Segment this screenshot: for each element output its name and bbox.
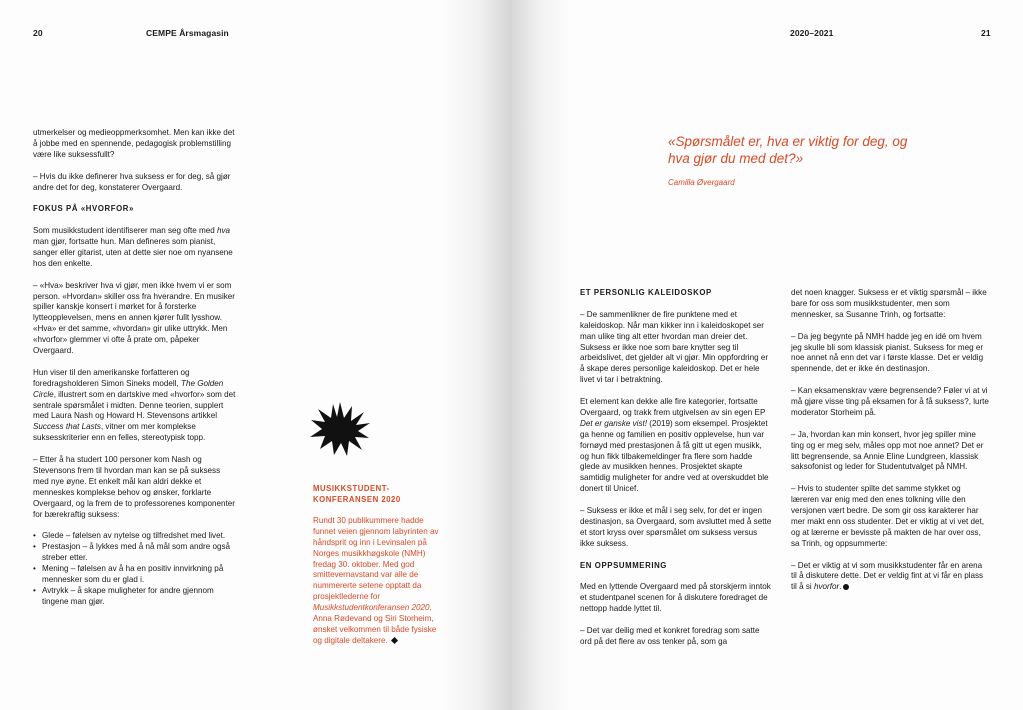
- diamond-end-icon: [391, 637, 398, 644]
- list-item: • Mening – følelsen av å ha en positiv innvirkning på mennesker som du er glad i.: [33, 564, 238, 586]
- magazine-title: CEMPE Årsmagasin: [146, 28, 229, 38]
- section-heading: EN OPPSUMMERING: [580, 560, 667, 570]
- paragraph: – Det var deilig med et konkret foredrag som satte ord på det flere av oss tenker på, som ga: [580, 626, 760, 646]
- gutter-shadow-left: [441, 0, 511, 710]
- section-heading: ET PERSONLIG KALEIDOSKOP: [580, 288, 712, 297]
- paragraph: – Etter å ha studert 100 personer kom Nash og Stevensons frem til hvordan man kan se på suksess med nye øyne. Et enkelt mål kan aldri dekke et menneskes komplekse behov og ønsker, forklarte Overgaard, og la frem de to professorenes komponenter for bærekraftig suksess:: [33, 455, 236, 519]
- left-article-column: [33, 128, 238, 619]
- year-label: 2020–2021: [790, 28, 834, 38]
- paragraph: – Det er viktig at vi som musikkstudenter får en arena til å diskutere dette. Det er veldig fint at vi får en plass til å si hvorfor.: [791, 560, 984, 592]
- list-item: • Prestasjon – å lykkes med å nå mål som andre også streber etter.: [33, 542, 238, 564]
- sidebar-text: Rundt 30 publikummere hadde funnet veien gjennom labyrinten av håndsprit og inn i Levinsalen på Norges musikkhøgskole (NMH) fredag 30. oktober. Med god smittevernavstand var alle de nummererte setene opptatt da prosjektlederne for Musikkstudentkonferansen 2020, Anna Rødevand og Siri Storheim, ønsket velkommen til både fysiske og digitale deltakere.: [313, 515, 439, 645]
- paragraph: – Da jeg begynte på NMH hadde jeg en idé om hvem jeg skulle bli som klassisk pianist. Suksess for meg er noe annet nå enn det var i første klasse. Det er veldig spennende, det er ikke én destinasjon.: [791, 331, 984, 374]
- paragraph: – Hvis to studenter spilte det samme stykket og læreren var enig med den enes tolkning ville den versjonen vært bedre. De som gir oss karakterer har mer makt enn oss studenter. Det er viktig at vi vet det, og at lærerne er bevisste på makten de har over oss, sa Trinh, og oppsummerte:: [791, 484, 984, 548]
- section-heading: FOKUS PÅ «HVORFOR»: [33, 204, 134, 214]
- paragraph: – Suksess er ikke et mål i seg selv, for det er ingen destinasjon, sa Overgaard, som avsluttet med å sette et stort kryss over spørsmålet om suksess versus ikke suksess.: [580, 506, 772, 548]
- paragraph: Med en lyttende Overgaard med på storskjerm inntok et studentpanel scenen for å diskutere foredraget de nettopp hadde lyttet til.: [580, 582, 771, 614]
- right-page-number: 21: [981, 28, 991, 38]
- paragraph: Et element kan dekke alle fire kategorier, fortsatte Overgaard, og trakk frem utgivelsen av sin egen EP Det er ganske vist! (2019) som eksempel. Prosjektet ga henne og familien en positiv opplevelse, hun var fornøyd med prestasjonen å få gitt ut egen musikk, og hun fikk tilbakemeldinger fra flere som hadde glede av musikken hennes. Prosjektet skapte samtidig muligheter for andre ved at overskuddet ble donert til Unicef.: [580, 397, 769, 494]
- paragraph: – «Hva» beskriver hva vi gjør, men ikke hvem vi er som person. «Hvordan» skiller oss fra hverandre. En musiker spiller kanskje konsert i mørket for å forsterke lytteopplevelsen, mens en annen kjører fullt lysshow. «Hva» er det samme, «hvordan» gir ulike uttrykk. Men «hvorfor» glemmer vi ofte å prate om, påpeker Overgaard.: [33, 280, 235, 356]
- left-page-number: 20: [33, 28, 43, 38]
- paragraph: – Hvis du ikke definerer hva suksess er for deg, så gjør andre det for deg, konstaterer Overgaard.: [33, 171, 231, 192]
- right-article-column: [791, 288, 989, 604]
- conference-sidebar: [313, 483, 445, 658]
- paragraph: – Ja, hvordan kan min konsert, hvor jeg spiller mine ting og er meg selv, måles opp mot noe annet? Det er litt begrensende, sa Annie Eline Lundgreen, klassisk saksofonist og leder for Studentutvalget på NMH.: [791, 429, 984, 472]
- paragraph: Hun viser til den amerikanske forfatteren og foredragsholderen Simon Sineks modell, The Golden Circle, illustrert som en dartskive med «hvorfor» som det sentrale spørsmålet i midten. Denne teorien, supplert med Laura Nash og Howard H. Stevensons artikkel Success that Lasts, vitner om mer komplekse suksesskriterier enn en felles, stereotypisk topp.: [33, 367, 236, 443]
- quote-attribution: Camilla Øvergaard: [668, 178, 735, 187]
- pull-quote: «Spørsmålet er, hva er viktig for deg, og hva gjør du med det?»: [668, 134, 908, 166]
- list-item: • Glede – følelsen av nytelse og tilfredshet med livet.: [33, 531, 238, 542]
- end-of-article-icon: [843, 584, 849, 590]
- middle-article-column: [580, 288, 772, 659]
- list-item: • Avtrykk – å skape muligheter for andre gjennom tingene man gjør.: [33, 586, 238, 608]
- paragraph: Som musikkstudent identifiserer man seg ofte med hva man gjør, fortsatte hun. Man defineres som pianist, sanger eller gitarist, uten at dette sier noe om nyansene hos den enkelte.: [33, 226, 233, 268]
- paragraph: – Kan eksamenskrav være begrensende? Føler vi at vi må gjøre visse ting på eksamen for å få suksess?, lurte moderator Storheim på.: [791, 386, 989, 417]
- paragraph: det noen knagger. Suksess er et viktig spørsmål – ikke bare for oss som musikkstudenter, men som mennesker, sa Susanne Trinh, og fortsatte:: [791, 288, 987, 319]
- gutter-shadow-right: [511, 0, 571, 710]
- paragraph: utmerkelser og medieoppmerksomhet. Men kan ikke det å jobbe med en spennende, pedagogisk problemstilling være like suksessfullt?: [33, 128, 235, 159]
- success-components-list: [33, 531, 238, 607]
- paragraph: – De sammenlikner de fire punktene med et kaleidoskop. Når man kikker inn i kaleidoskopet ser man ulike ting alt etter hvordan man dreier det. Suksess er ikke noe som bare knytter seg til arbeidslivet, det gjelder alt vi gjør. Min oppfordring er å skape deres personlige kaleidoskop. Det er hele livet vi tar i betraktning.: [580, 309, 769, 385]
- sidebar-heading: MUSIKKSTUDENT-KONFERANSEN 2020: [313, 484, 401, 504]
- starburst-icon: [307, 398, 373, 460]
